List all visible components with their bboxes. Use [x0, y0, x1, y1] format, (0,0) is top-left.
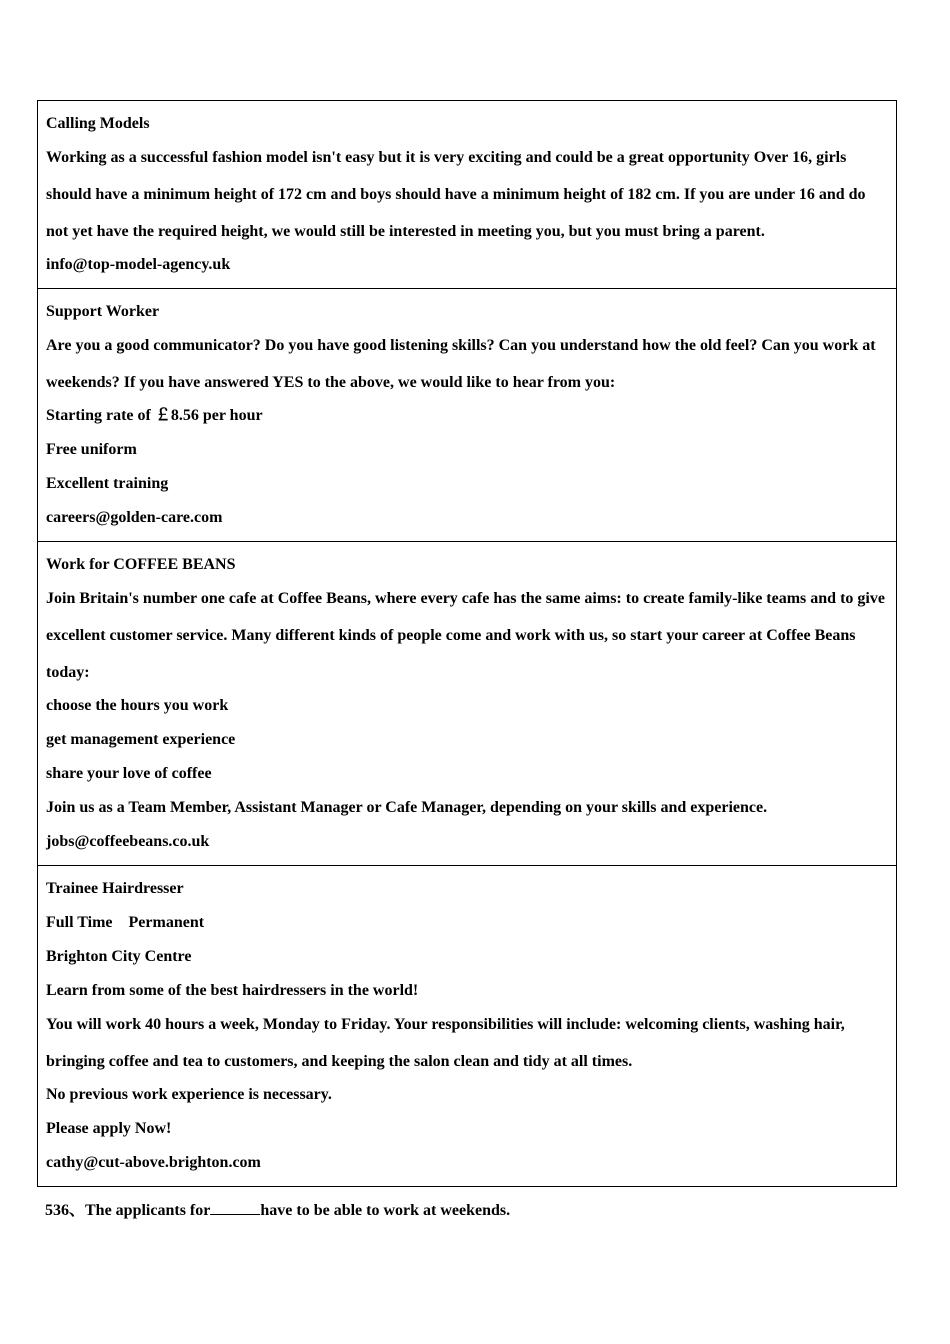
ad-title: Support Worker: [46, 303, 160, 320]
ad-body: Join Britain's number one cafe at Coffee Beans, where every cafe has the same aims: to create family-like teams and to give excellent customer service. Many different kinds of people come and work with us, so start your career at Coffee Beans today:: [46, 590, 885, 681]
ad-cell-coffee: [38, 542, 897, 866]
ad-point: share your love of coffee: [46, 765, 212, 782]
ad-job-type: [46, 906, 888, 940]
ad-rate: Starting rate of ￡8.56 per hour: [46, 407, 263, 424]
ad-cell-models: [38, 101, 897, 289]
ad-body: Working as a successful fashion model isn't easy but it is very exciting and could be a great opportunity Over 16, girls should have a minimum height of 172 cm and boys should have a minimum height of 182 cm. If you are under 16 and do not yet have the required height, we would still be interested in meeting you, but you must bring a parent.: [46, 149, 866, 240]
ad-tagline: Learn from some of the best hairdressers in the world!: [46, 982, 419, 999]
ad-perk: Free uniform: [46, 441, 137, 458]
job-ads-table: [37, 100, 897, 1187]
ad-email: jobs@coffeebeans.co.uk: [46, 833, 210, 850]
ad-roles: Join us as a Team Member, Assistant Manager or Cafe Manager, depending on your skills and experience.: [46, 799, 768, 816]
ad-perk: Excellent training: [46, 475, 169, 492]
ad-point: choose the hours you work: [46, 697, 229, 714]
ad-title: Calling Models: [46, 115, 150, 132]
ad-cta: Please apply Now!: [46, 1120, 172, 1137]
ad-experience: No previous work experience is necessary.: [46, 1086, 332, 1103]
ad-row-hair: [38, 866, 897, 1187]
ad-row-coffee: [38, 542, 897, 866]
question-536: [45, 1196, 510, 1226]
ad-cell-hair: [38, 866, 897, 1187]
ad-point: get management experience: [46, 731, 236, 748]
ad-email: careers@golden-care.com: [46, 509, 223, 526]
ad-title: Trainee Hairdresser: [46, 880, 184, 897]
answer-blank[interactable]: [210, 1196, 260, 1215]
ad-type-permanent: Permanent: [128, 914, 205, 931]
ad-body: You will work 40 hours a week, Monday to Friday. Your responsibilities will include: welcoming clients, washing hair, bringing coffee and tea to customers, and keeping the salon clean and tidy at all times.: [46, 1016, 845, 1070]
ad-email: info@top-model-agency.uk: [46, 256, 231, 273]
ad-title: Work for COFFEE BEANS: [46, 556, 236, 573]
question-prefix: 536、The applicants for: [45, 1202, 211, 1219]
ad-type-full: Full Time: [46, 914, 113, 931]
ad-row-models: [38, 101, 897, 289]
ad-location: Brighton City Centre: [46, 948, 192, 965]
ads-table-wrapper: [37, 100, 897, 1187]
ad-row-support: [38, 289, 897, 542]
ad-email: cathy@cut-above.brighton.com: [46, 1154, 261, 1171]
ad-cell-support: [38, 289, 897, 542]
question-suffix: have to be able to work at weekends.: [260, 1202, 511, 1219]
ad-body: Are you a good communicator? Do you have good listening skills? Can you understand how the old feel? Can you work at weekends? If you have answered YES to the above, we would like to hear from you:: [46, 337, 876, 391]
